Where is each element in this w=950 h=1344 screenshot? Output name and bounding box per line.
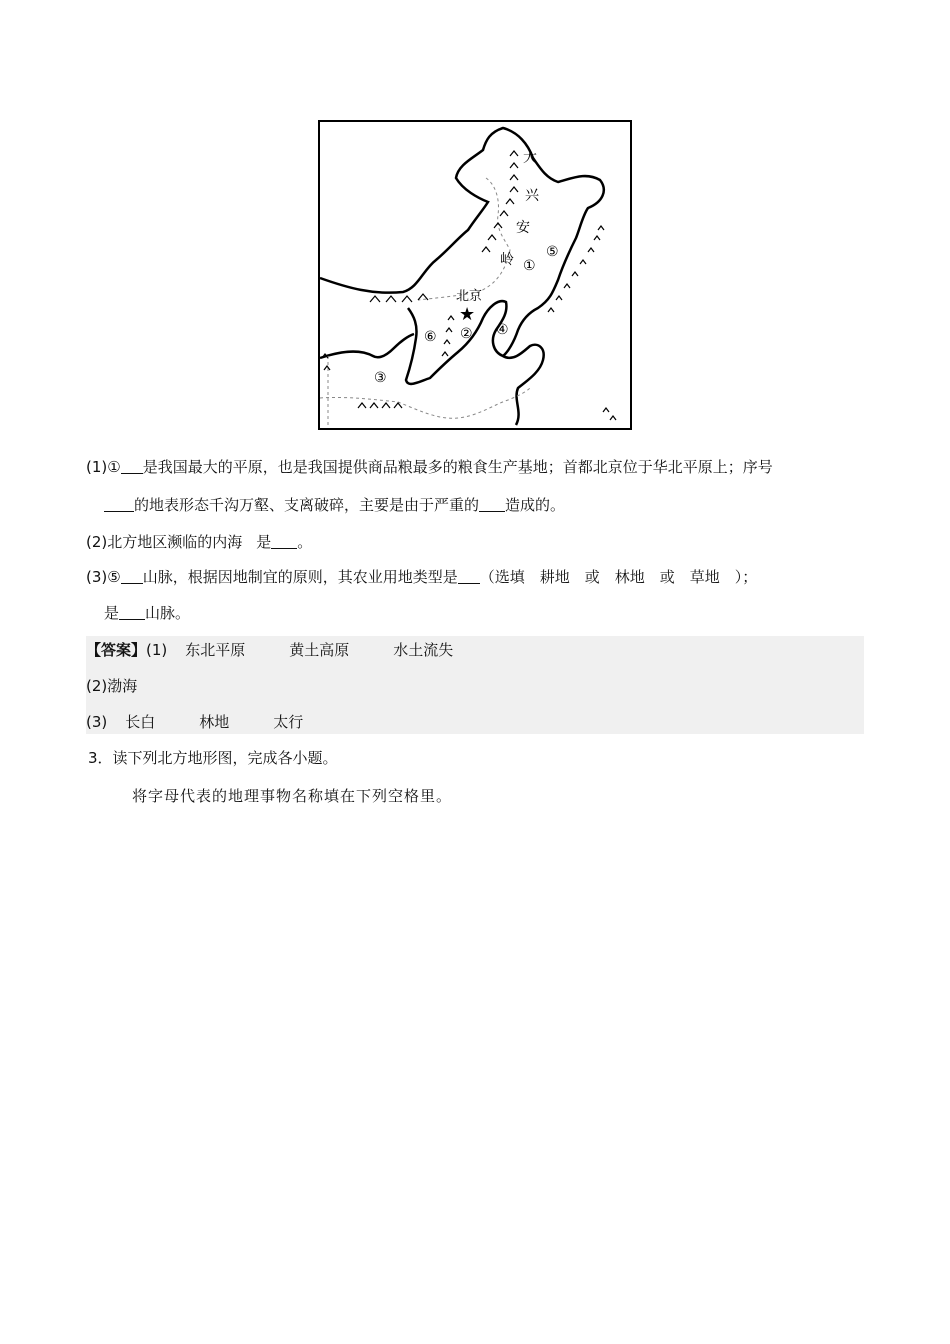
- label-n1: ①: [523, 258, 536, 274]
- label-da: 大: [523, 150, 537, 166]
- q3-text-a: 山脉，根据因地制宜的原则，其农业用地类型是: [142, 568, 458, 586]
- beijing-star-icon: ★: [459, 304, 476, 325]
- label-n6: ⑥: [424, 329, 437, 345]
- answer-r1-b: 黄土高原: [289, 641, 350, 659]
- answer-r3-a: 长白: [125, 713, 156, 731]
- q1-text-a: 是我国最大的平原，也是我国提供商品粮最多的粮食生产基地；首都北京位于华北平原上；序号: [142, 458, 773, 476]
- question-2: [86, 531, 312, 553]
- answer-r3-num: (3): [86, 713, 108, 731]
- label-n2: ②: [460, 326, 473, 342]
- answer-r1-a: 东北平原: [185, 641, 246, 659]
- q2-text-a: (2)北方地区濒临的内海: [86, 533, 243, 551]
- answer-label: 【答案】: [86, 641, 147, 659]
- question-3-line-1: [86, 566, 757, 588]
- label-n3: ③: [374, 370, 387, 386]
- q2-text-c: 。: [297, 533, 313, 551]
- q3-text-b: 是: [104, 604, 120, 622]
- question-3-line-2: [104, 602, 190, 624]
- label-xing: 兴: [525, 188, 539, 204]
- map-svg: [318, 120, 632, 430]
- q1-blank-3: [479, 495, 505, 512]
- answer-r3-c: 太行: [273, 713, 304, 731]
- q3-prefix: (3)⑤: [86, 568, 121, 586]
- label-n5: ⑤: [546, 244, 559, 260]
- question-1-line-2: [104, 494, 565, 516]
- question-3-header: 3．读下列北方地形图，完成各小题。: [88, 749, 338, 767]
- q2-text-b: 是: [256, 533, 272, 551]
- q1-blank-2: [104, 495, 134, 512]
- answer-r1-num: (1): [146, 641, 168, 659]
- q3-text-c: 山脉。: [145, 604, 191, 622]
- north-china-map: [318, 120, 632, 430]
- label-an: 安: [516, 220, 530, 236]
- label-ling: 岭: [500, 252, 514, 268]
- q3-blank-2: [458, 567, 480, 584]
- q3-blank-1: [121, 567, 143, 584]
- answer-row-1: [86, 639, 453, 661]
- q3-blank-3: [119, 603, 145, 620]
- question-1-line-1: [86, 456, 773, 478]
- q2-blank: [271, 532, 297, 549]
- label-n4: ④: [496, 322, 509, 338]
- answer-row-3: [86, 711, 303, 733]
- answer-r2: (2)渤海: [86, 677, 138, 695]
- label-beijing: 北京: [456, 289, 483, 304]
- answer-row-2: [86, 675, 137, 697]
- q3-options: （选填 耕地 或 林地 或 草地 ）；: [479, 568, 758, 586]
- answer-r1-c: 水土流失: [393, 641, 454, 659]
- q1-text-c: 造成的。: [505, 496, 566, 514]
- q1-blank-1: [121, 457, 143, 474]
- instruction-text: 将字母代表的地理事物名称填在下列空格里。: [132, 787, 453, 805]
- answer-r3-b: 林地: [199, 713, 230, 731]
- q1-text-b: 的地表形态千沟万壑、支离破碎，主要是由于严重的: [134, 496, 480, 514]
- map-border: [319, 121, 631, 429]
- q1-prefix: (1)①: [86, 458, 121, 476]
